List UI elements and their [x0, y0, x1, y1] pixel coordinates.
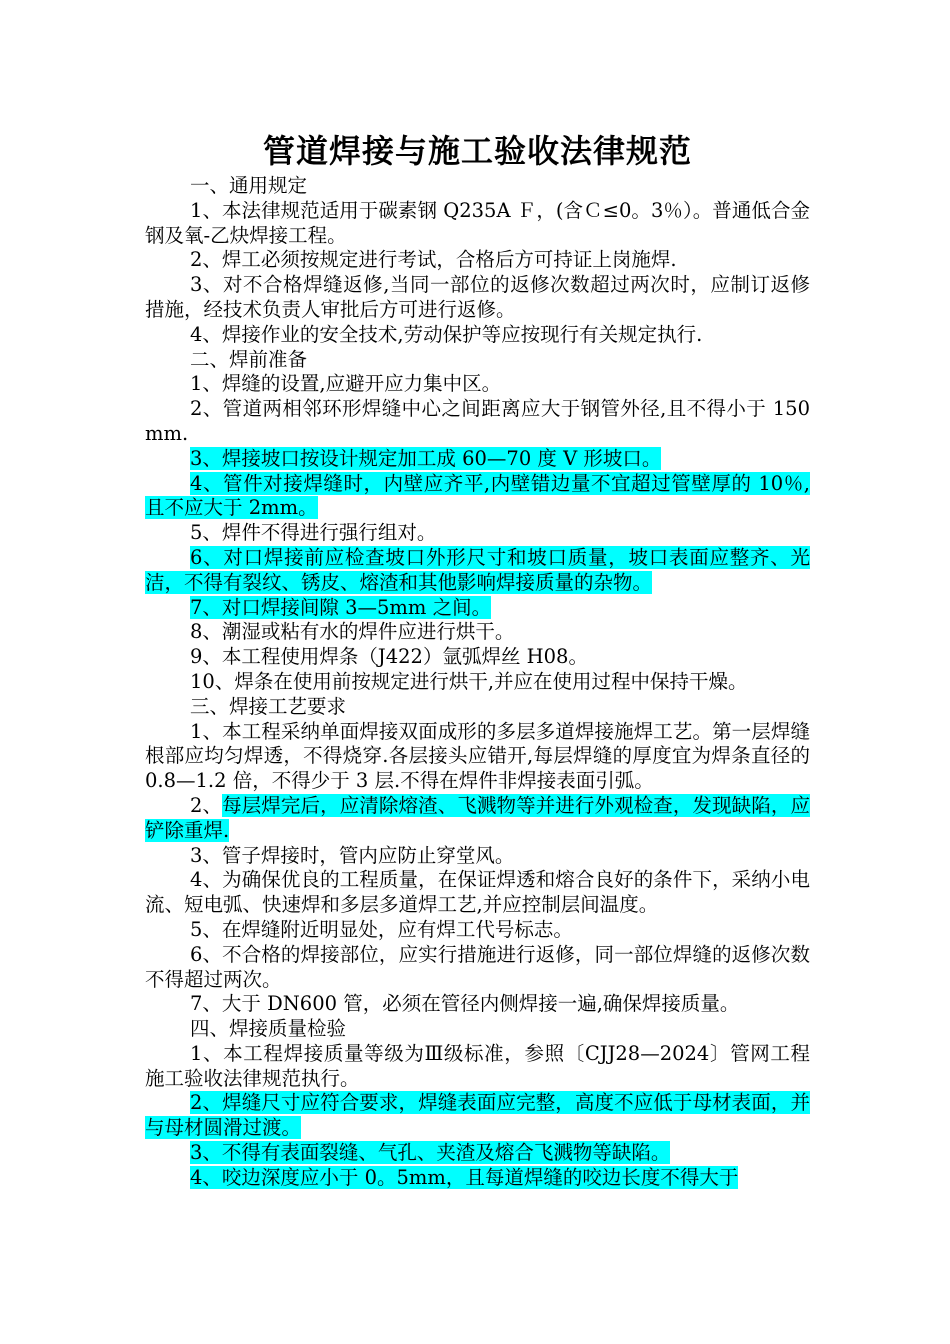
paragraph — [145, 273, 810, 323]
paragraph — [145, 174, 810, 199]
paragraph — [145, 372, 810, 397]
paragraph — [145, 992, 810, 1017]
highlighted-text: 3、不得有表面裂缝、气孔、夹渣及熔合飞溅物等缺陷。 — [190, 1141, 671, 1165]
paragraph-text: 3、管子焊接时，管内应防止穿堂风。 — [190, 843, 515, 867]
paragraph — [145, 1091, 810, 1141]
paragraph-text: 3、对不合格焊缝返修,当同一部位的返修次数超过两次时，应制订返修措施，经技术负责人审批后方可进行返修。 — [145, 273, 810, 321]
paragraph-number: 2、 — [190, 793, 223, 817]
paragraph-text: 二、焊前准备 — [190, 347, 308, 371]
paragraph — [145, 868, 810, 918]
paragraph-text: 1、本法律规范适用于碳素钢 Q235A Ｆ，(含Ｃ≤0。3％）。普通低合金钢及氧-乙炔焊接工程。 — [145, 198, 810, 247]
paragraph — [145, 720, 810, 794]
paragraph-text: 5、在焊缝附近明显处，应有焊工代号标志。 — [190, 917, 573, 941]
highlighted-text: 3、焊接坡口按设计规定加工成 60—70 度 V 形坡口。 — [190, 446, 662, 470]
paragraph — [145, 620, 810, 645]
paragraph — [145, 1042, 810, 1092]
paragraph-text: 1、本工程焊接质量等级为Ⅲ级标准，参照〔CJJ28—2024〕管网工程施工验收法律规范执行。 — [145, 1041, 810, 1090]
document-page — [145, 128, 810, 1191]
paragraph — [145, 472, 810, 522]
paragraph-text: 4、为确保优良的工程质量，在保证焊透和熔合良好的条件下，采纳小电流、短电弧、快速焊和多层多道焊工艺,并应控制层间温度。 — [145, 868, 810, 917]
highlighted-text: 每层焊完后，应清除熔渣、飞溅物等并进行外观检查，发现缺陷，应铲除重焊. — [145, 793, 810, 842]
paragraph-text: 2、焊工必须按规定进行考试，合格后方可持证上岗施焊. — [190, 248, 677, 272]
paragraph — [145, 695, 810, 720]
document-body — [145, 174, 810, 1191]
paragraph — [145, 323, 810, 348]
paragraph-text: 4、焊接作业的安全技术,劳动保护等应按现行有关规定执行. — [190, 322, 703, 346]
highlighted-text: 6、对口焊接前应检查坡口外形尺寸和坡口质量，坡口表面应整齐、光洁，不得有裂纹、锈皮、熔渣和其他影响焊接质量的杂物。 — [145, 545, 810, 594]
paragraph — [145, 670, 810, 695]
paragraph — [145, 645, 810, 670]
paragraph — [145, 943, 810, 993]
paragraph — [145, 596, 810, 621]
paragraph — [145, 794, 810, 844]
paragraph-text: 8、潮湿或粘有水的焊件应进行烘干。 — [190, 620, 515, 644]
paragraph-text: 四、焊接质量检验 — [190, 1017, 347, 1041]
paragraph — [145, 397, 810, 447]
highlighted-text: 4、管件对接焊缝时，内壁应齐平,内壁错边量不宜超过管壁厚的 10％,且不应大于 2mm。 — [145, 471, 810, 520]
highlighted-text: 2、焊缝尺寸应符合要求，焊缝表面应完整，高度不应低于母材表面，并与母材圆滑过渡。 — [145, 1091, 810, 1140]
highlighted-text: 7、对口焊接间隙 3—5mm 之间。 — [190, 595, 492, 619]
paragraph — [145, 1166, 810, 1191]
paragraph-text: 10、焊条在使用前按规定进行烘干,并应在使用过程中保持干燥。 — [190, 669, 748, 693]
paragraph — [145, 348, 810, 373]
highlighted-text: 4、咬边深度应小于 0。5mm，且每道焊缝的咬边长度不得大于 — [190, 1165, 739, 1189]
paragraph — [145, 546, 810, 596]
paragraph — [145, 447, 810, 472]
paragraph — [145, 1017, 810, 1042]
paragraph — [145, 521, 810, 546]
paragraph-text: 7、大于 DN600 管，必须在管径内侧焊接一遍,确保焊接质量。 — [190, 992, 740, 1016]
paragraph-text: 5、焊件不得进行强行组对。 — [190, 521, 437, 545]
paragraph-text: 三、焊接工艺要求 — [190, 694, 347, 718]
paragraph — [145, 1141, 810, 1166]
paragraph-text: 1、本工程采纳单面焊接双面成形的多层多道焊接施焊工艺。第一层焊缝根部应均匀焊透，不得烧穿.各层接头应错开,每层焊缝的厚度宜为焊条直径的 0.8—1.2 倍，不得少于 3 层.不得在焊件非焊接表面引弧。 — [145, 719, 810, 793]
paragraph — [145, 844, 810, 869]
paragraph-text: 一、通用规定 — [190, 174, 308, 197]
paragraph — [145, 918, 810, 943]
paragraph-text: 9、本工程使用焊条（J422）氩弧焊丝 H08。 — [190, 645, 588, 669]
paragraph-text: 2、管道两相邻环形焊缝中心之间距离应大于钢管外径,且不得小于 150mm. — [145, 397, 810, 445]
paragraph-text: 6、不合格的焊接部位，应实行措施进行返修，同一部位焊缝的返修次数不得超过两次。 — [145, 942, 810, 991]
paragraph — [145, 248, 810, 273]
paragraph-text: 1、焊缝的设置,应避开应力集中区。 — [190, 372, 502, 396]
paragraph — [145, 199, 810, 249]
document-title: 管道焊接与施工验收法律规范 — [262, 132, 692, 170]
